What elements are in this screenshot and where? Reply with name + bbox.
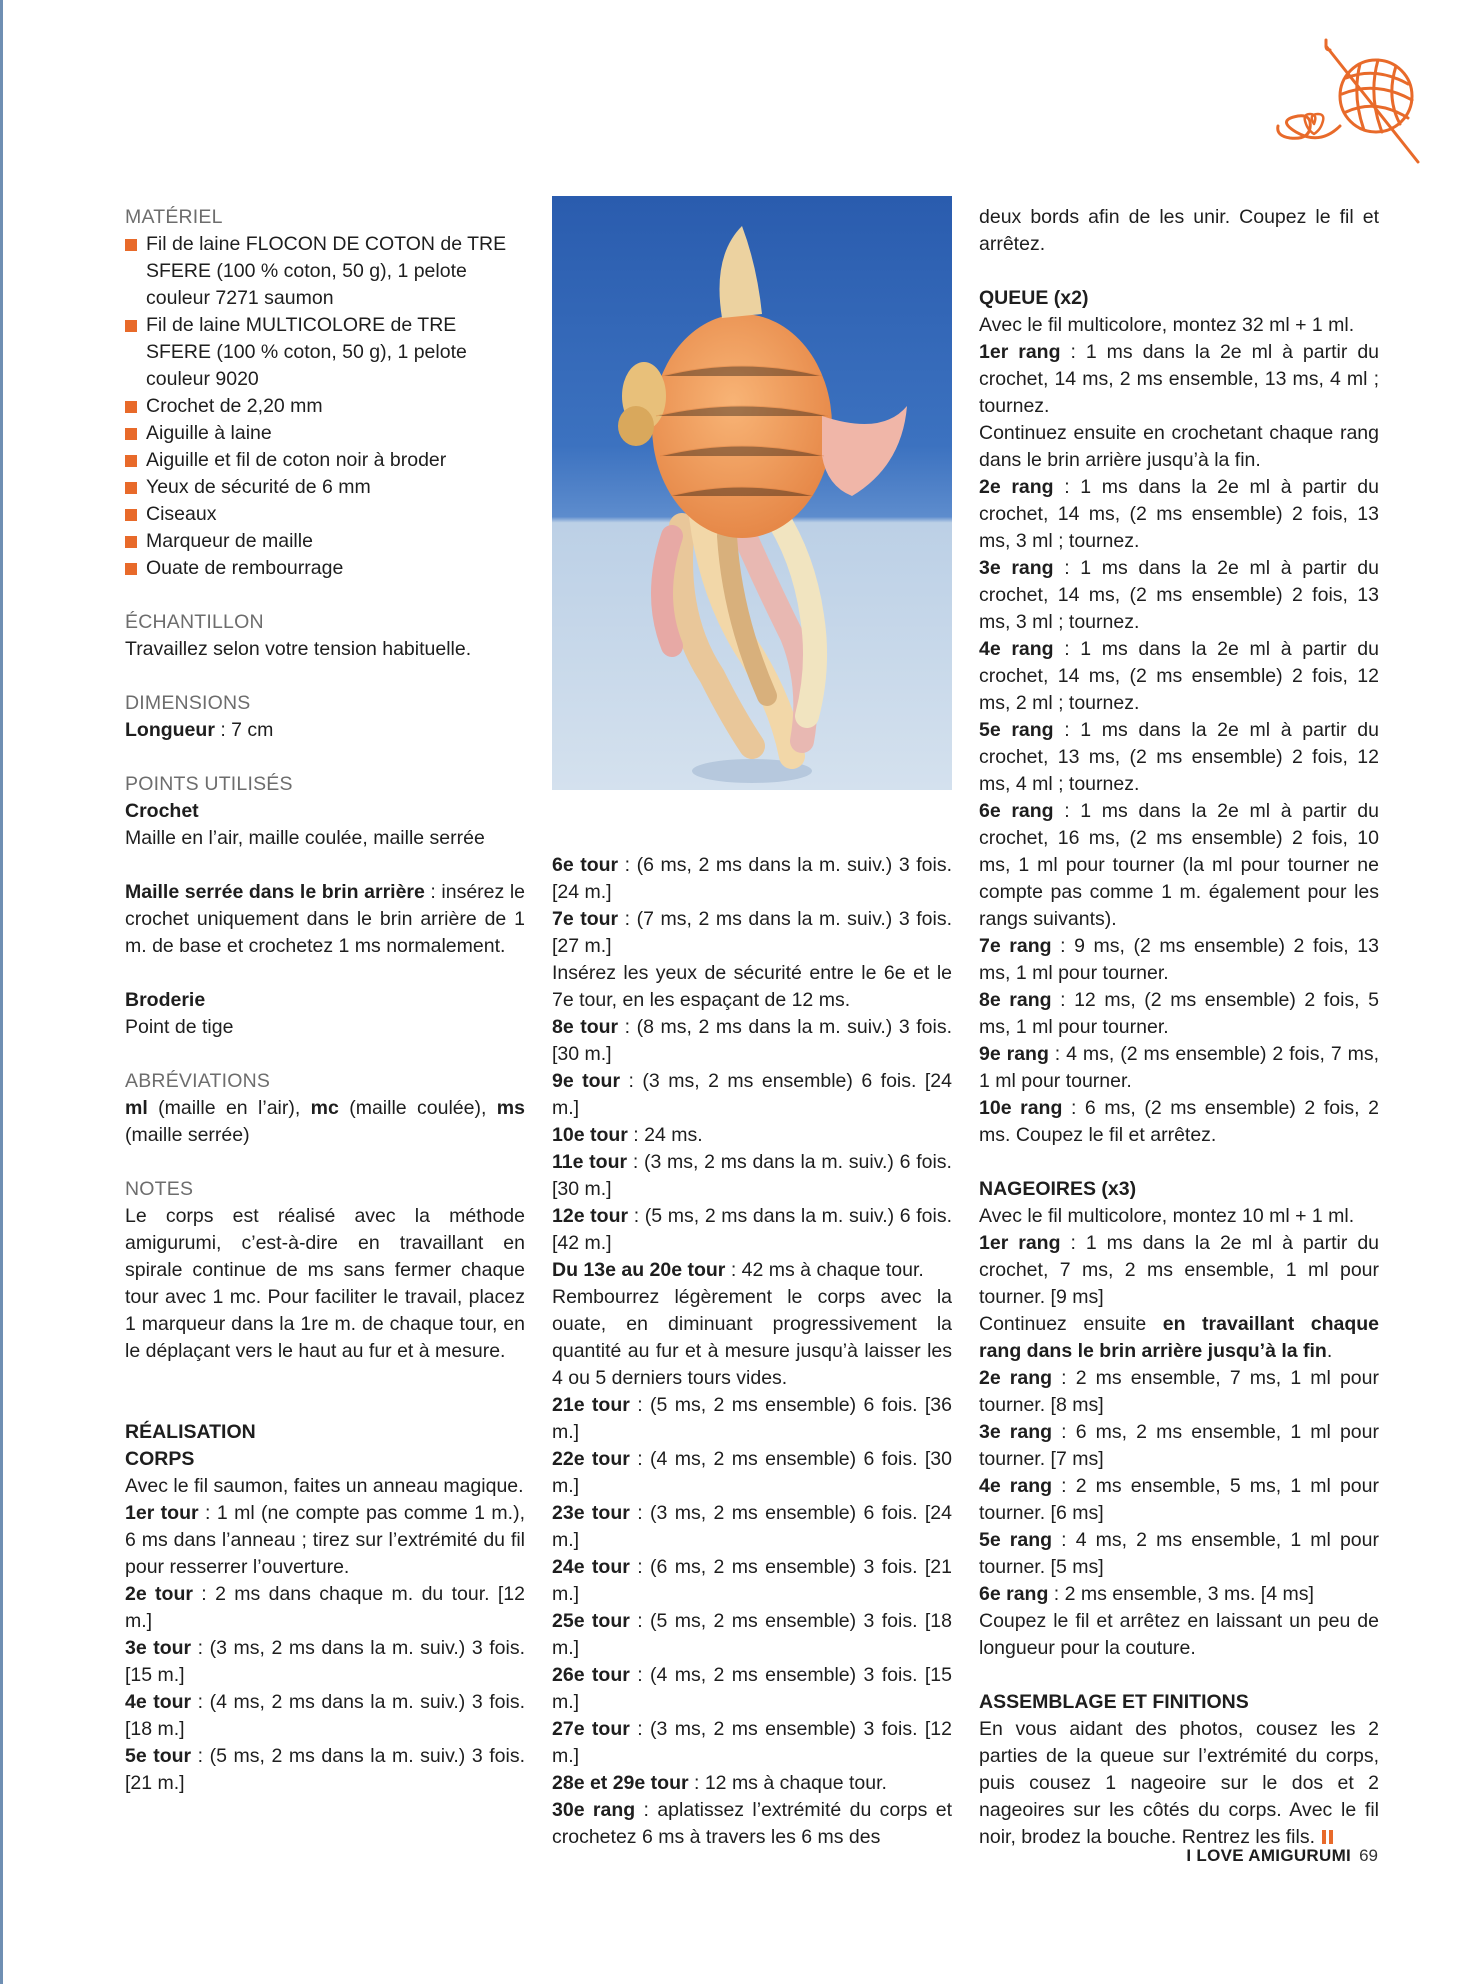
page-footer	[1186, 1846, 1378, 1866]
msba-paragraph: Maille serrée dans le brin arrière : insérez le crochet uniquement dans le brin arrière de 1 m. de base et crochetez 1 ms normalement.	[125, 881, 525, 957]
queue-intro: Avec le fil multicolore, montez 32 ml + 1 ml.	[979, 314, 1355, 336]
assemblage-heading: ASSEMBLAGE ET FINITIONS	[979, 1691, 1249, 1713]
instruction-row: 27e tour : (3 ms, 2 ms ensemble) 3 fois. [12 m.]	[552, 1718, 953, 1767]
instruction-row: 10e tour : 24 ms.	[552, 1124, 703, 1146]
instruction-row: 3e tour : (3 ms, 2 ms dans la m. suiv.) 3 fois. [15 m.]	[125, 1637, 525, 1686]
instruction-row: 7e rang : 9 ms, (2 ms ensemble) 2 fois, 13 ms, 1 ml pour tourner.	[979, 935, 1379, 984]
instruction-row: 30e rang : aplatissez l’extrémité du corps et crochetez 6 ms à travers les 6 ms des	[552, 1799, 952, 1848]
list-item: Yeux de sécurité de 6 mm	[125, 474, 525, 501]
instruction-row: Du 13e au 20e tour : 42 ms à chaque tour.	[552, 1259, 924, 1281]
queue-heading: QUEUE (x2)	[979, 287, 1089, 309]
list-item: Marqueur de maille	[125, 528, 525, 555]
instruction-row: 6e rang : 2 ms ensemble, 3 ms. [4 ms]	[979, 1583, 1314, 1605]
queue-rows	[979, 474, 1379, 1149]
corps-intro: Avec le fil saumon, faites un anneau magique.	[125, 1475, 524, 1497]
instruction-row: 7e tour : (7 ms, 2 ms dans la m. suiv.) 3 fois. [27 m.]	[552, 908, 952, 957]
echantillon-heading: ÉCHANTILLON	[125, 611, 264, 633]
list-item: Aiguille à laine	[125, 420, 525, 447]
notes-text: Le corps est réalisé avec la méthode amigurumi, c’est-à-dire en travaillant en spirale continue de ms sans fermer chaque tour avec 1 mc. Pour faciliter le travail, placez 1 marqueur dans la 1re m. de chaque tour, en le déplaçant vers le haut au fur et à mesure.	[125, 1205, 525, 1362]
materiel-list	[125, 231, 525, 582]
end-mark-icon	[1322, 1830, 1326, 1844]
middle-rows	[552, 852, 952, 1851]
instruction-row: 2e tour : 2 ms dans chaque m. du tour. [12 m.]	[125, 1583, 525, 1632]
instruction-row: 12e tour : (5 ms, 2 ms dans la m. suiv.) 6 fois. [42 m.]	[552, 1205, 953, 1254]
nageoires-row-1: 1er rang : 1 ms dans la 2e ml à partir du crochet, 7 ms, 2 ms ensemble, 1 ml pour tourner. [9 ms]	[979, 1232, 1380, 1308]
corps-heading: CORPS	[125, 1448, 195, 1470]
yarn-ball-logo-icon	[1268, 36, 1438, 176]
middle-column	[552, 852, 952, 1851]
instruction-row: Insérez les yeux de sécurité entre le 6e et le 7e tour, en les espaçant de 12 ms.	[552, 962, 952, 1011]
nageoires-continue: Continuez ensuite en travaillant chaque rang dans le brin arrière jusqu’à la fin.	[979, 1313, 1379, 1362]
instruction-row: 5e tour : (5 ms, 2 ms dans la m. suiv.) 3 fois. [21 m.]	[125, 1745, 525, 1794]
instruction-row: 6e rang : 1 ms dans la 2e ml à partir du crochet, 16 ms, (2 ms ensemble) 2 fois, 10 ms, 1 ml pour tourner (la ml pour tourner ne compte pas comme 1 m. également pour les rangs suivants).	[979, 800, 1379, 930]
instruction-row: 5e rang : 1 ms dans la 2e ml à partir du crochet, 13 ms, (2 ms ensemble) 2 fois, 12 ms, 4 ml ; tournez.	[979, 719, 1379, 795]
bullet-icon	[125, 482, 137, 494]
instruction-row: 2e rang : 1 ms dans la 2e ml à partir du crochet, 14 ms, (2 ms ensemble) 2 fois, 13 ms, 3 ml ; tournez.	[979, 476, 1379, 552]
instruction-row: 8e rang : 12 ms, (2 ms ensemble) 2 fois, 5 ms, 1 ml pour tourner.	[979, 989, 1379, 1038]
instruction-row: 6e tour : (6 ms, 2 ms dans la m. suiv.) 3 fois. [24 m.]	[552, 854, 952, 903]
bullet-icon	[125, 401, 137, 413]
corps-continuation: deux bords afin de les unir. Coupez le fil et arrêtez.	[979, 206, 1379, 255]
nageoires-rows	[979, 1365, 1379, 1608]
instruction-row: 26e tour : (4 ms, 2 ms ensemble) 3 fois. [15 m.]	[552, 1664, 953, 1713]
instruction-row: 22e tour : (4 ms, 2 ms ensemble) 6 fois. [30 m.]	[552, 1448, 953, 1497]
page-number: 69	[1359, 1846, 1378, 1865]
dimensions-heading: DIMENSIONS	[125, 692, 251, 714]
instruction-row: 1er tour : 1 ml (ne compte pas comme 1 m.), 6 ms dans l’anneau ; tirez sur l’extrémité du fil pour resserrer l’ouverture.	[125, 1502, 525, 1578]
bullet-icon	[125, 536, 137, 548]
corps-rows	[125, 1500, 525, 1797]
instruction-row: 21e tour : (5 ms, 2 ms ensemble) 6 fois. [36 m.]	[552, 1394, 953, 1443]
list-item: Fil de laine MULTICOLORE de TRE SFERE (100 % coton, 50 g), 1 pelote couleur 9020	[125, 312, 525, 393]
bullet-icon	[125, 320, 137, 332]
abreviations-heading: ABRÉVIATIONS	[125, 1070, 271, 1092]
crochet-subheading: Crochet	[125, 800, 199, 822]
crochet-text: Maille en l’air, maille coulée, maille serrée	[125, 827, 485, 849]
list-item: Ouate de rembourrage	[125, 555, 525, 582]
nageoires-end: Coupez le fil et arrêtez en laissant un peu de longueur pour la couture.	[979, 1610, 1379, 1659]
queue-row-1: 1er rang : 1 ms dans la 2e ml à partir du crochet, 14 ms, 2 ms ensemble, 13 ms, 4 ml ; tournez.	[979, 341, 1380, 417]
instruction-row: 2e rang : 2 ms ensemble, 7 ms, 1 ml pour tourner. [8 ms]	[979, 1367, 1379, 1416]
list-item: Aiguille et fil de coton noir à broder	[125, 447, 525, 474]
instruction-row: 4e rang : 2 ms ensemble, 5 ms, 1 ml pour tourner. [6 ms]	[979, 1475, 1379, 1524]
bullet-icon	[125, 428, 137, 440]
instruction-row: 8e tour : (8 ms, 2 ms dans la m. suiv.) 3 fois. [30 m.]	[552, 1016, 952, 1065]
notes-heading: NOTES	[125, 1178, 194, 1200]
instruction-row: Rembourrez légèrement le corps avec la ouate, en diminuant progressivement la quantité au fur et à mesure jusqu’à laisser les 4 ou 5 derniers tours vides.	[552, 1286, 952, 1389]
bullet-icon	[125, 509, 137, 521]
end-mark-icon	[1329, 1830, 1333, 1844]
page-edge-line	[0, 0, 3, 1984]
instruction-row: 9e tour : (3 ms, 2 ms ensemble) 6 fois. [24 m.]	[552, 1070, 952, 1119]
instruction-row: 9e rang : 4 ms, (2 ms ensemble) 2 fois, 7 ms, 1 ml pour tourner.	[979, 1043, 1379, 1092]
right-column	[979, 204, 1379, 1851]
points-heading: POINTS UTILISÉS	[125, 773, 293, 795]
echantillon-text: Travaillez selon votre tension habituelle.	[125, 638, 472, 660]
magazine-name: I LOVE AMIGURUMI	[1186, 1846, 1352, 1865]
bullet-icon	[125, 239, 137, 251]
instruction-row: 24e tour : (6 ms, 2 ms ensemble) 3 fois. [21 m.]	[552, 1556, 953, 1605]
broderie-text: Point de tige	[125, 1016, 234, 1038]
list-item: Crochet de 2,20 mm	[125, 393, 525, 420]
instruction-row: 28e et 29e tour : 12 ms à chaque tour.	[552, 1772, 887, 1794]
realisation-heading: RÉALISATION	[125, 1421, 256, 1443]
dimensions-text: Longueur : 7 cm	[125, 719, 274, 741]
bullet-icon	[125, 563, 137, 575]
list-item: Ciseaux	[125, 501, 525, 528]
materiel-heading: MATÉRIEL	[125, 206, 223, 228]
assemblage-text: En vous aidant des photos, cousez les 2 parties de la queue sur l’extrémité du corps, puis cousez 1 nageoire sur le dos et 2 nageoires sur les côtés du corps. Avec le fil noir, brodez la bouche. Rentrez les fils.	[979, 1718, 1379, 1848]
instruction-row: 25e tour : (5 ms, 2 ms ensemble) 3 fois. [18 m.]	[552, 1610, 953, 1659]
amigurumi-goldfish-photo	[552, 196, 952, 790]
instruction-row: 3e rang : 1 ms dans la 2e ml à partir du crochet, 14 ms, (2 ms ensemble) 2 fois, 13 ms, 3 ml ; tournez.	[979, 557, 1379, 633]
instruction-row: 11e tour : (3 ms, 2 ms dans la m. suiv.) 6 fois. [30 m.]	[552, 1151, 952, 1200]
left-column	[125, 204, 525, 1797]
instruction-row: 23e tour : (3 ms, 2 ms ensemble) 6 fois. [24 m.]	[552, 1502, 953, 1551]
queue-continue: Continuez ensuite en crochetant chaque rang dans le brin arrière jusqu’à la fin.	[979, 422, 1379, 471]
nageoires-heading: NAGEOIRES (x3)	[979, 1178, 1137, 1200]
broderie-subheading: Broderie	[125, 989, 206, 1011]
nageoires-intro: Avec le fil multicolore, montez 10 ml + 1 ml.	[979, 1205, 1355, 1227]
instruction-row: 4e rang : 1 ms dans la 2e ml à partir du crochet, 14 ms, (2 ms ensemble) 2 fois, 12 ms, 2 ml ; tournez.	[979, 638, 1379, 714]
instruction-row: 10e rang : 6 ms, (2 ms ensemble) 2 fois, 2 ms. Coupez le fil et arrêtez.	[979, 1097, 1380, 1146]
abreviations-text: ml (maille en l’air), mc (maille coulée), ms (maille serrée)	[125, 1097, 525, 1146]
instruction-row: 3e rang : 6 ms, 2 ms ensemble, 1 ml pour tourner. [7 ms]	[979, 1421, 1379, 1470]
instruction-row: 4e tour : (4 ms, 2 ms dans la m. suiv.) 3 fois. [18 m.]	[125, 1691, 525, 1740]
list-item: Fil de laine FLOCON DE COTON de TRE SFERE (100 % coton, 50 g), 1 pelote couleur 7271 saumon	[125, 231, 525, 312]
instruction-row: 5e rang : 4 ms, 2 ms ensemble, 1 ml pour tourner. [5 ms]	[979, 1529, 1379, 1578]
bullet-icon	[125, 455, 137, 467]
